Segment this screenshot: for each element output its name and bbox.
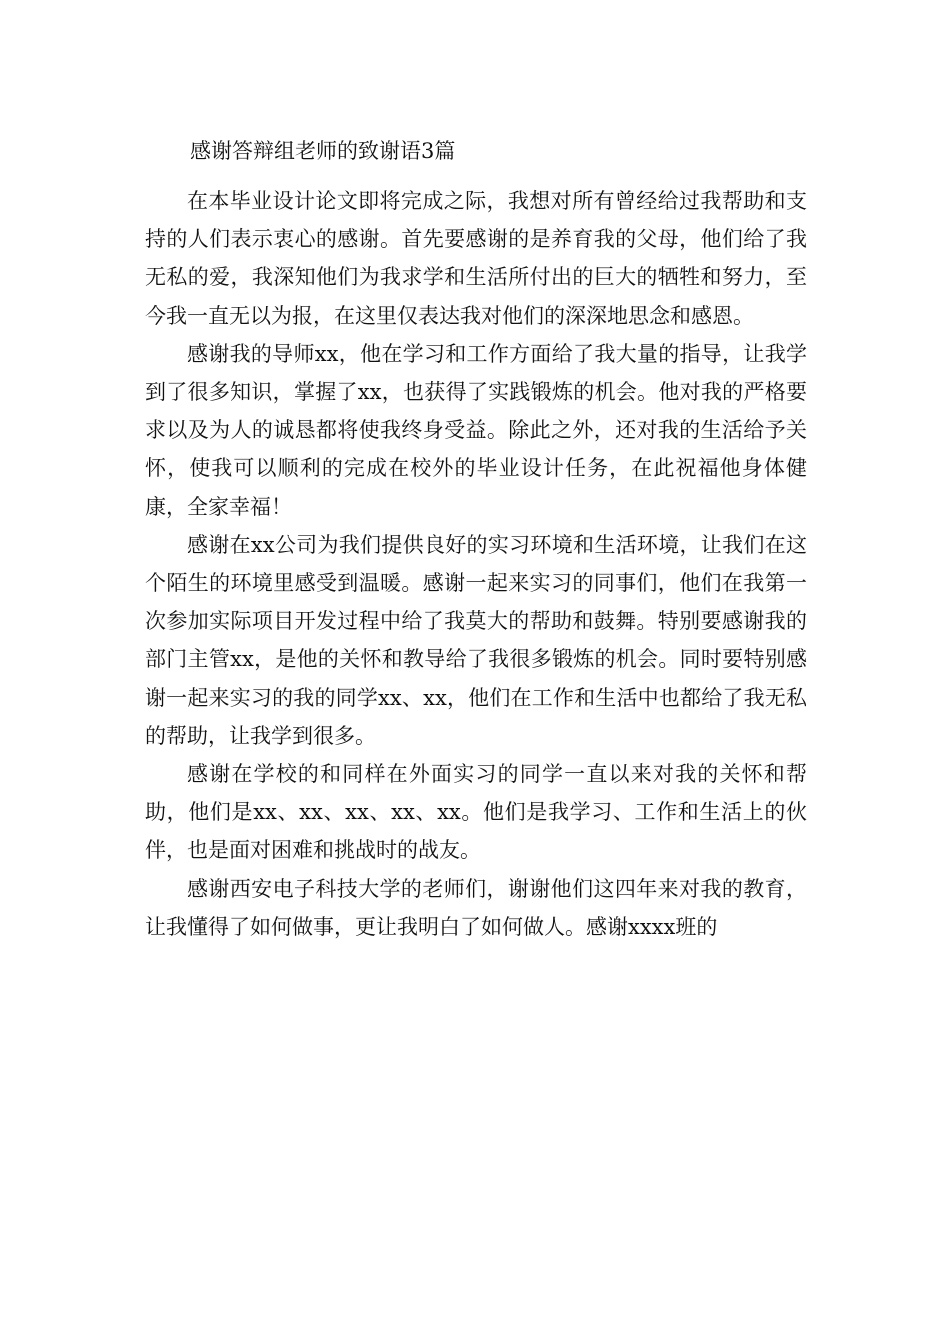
document-body xyxy=(145,182,807,946)
paragraph-company: 感谢在xx公司为我们提供良好的实习环境和生活环境，让我们在这个陌生的环境里感受到温暖。感谢一起来实习的同事们，他们在我第一次参加实际项目开发过程中给了我莫大的帮助和鼓舞。特别要感谢我的部门主管xx，是他的关怀和教导给了我很多锻炼的机会。同时要特别感谢一起来实习的我的同学xx、xx，他们在工作和生活中也都给了我无私的帮助，让我学到很多。 xyxy=(145,532,807,748)
paragraph-parents: 在本毕业设计论文即将完成之际，我想对所有曾经给过我帮助和支持的人们表示衷心的感谢。首先要感谢的是养育我的父母，他们给了我无私的爱，我深知他们为我求学和生活所付出的巨大的牺牲和努力，至今我一直无以为报，在这里仅表达我对他们的深深地思念和感恩。 xyxy=(145,189,807,328)
paragraph-advisor: 感谢我的导师xx，他在学习和工作方面给了我大量的指导，让我学到了很多知识，掌握了xx，也获得了实践锻炼的机会。他对我的严格要求以及为人的诚恳都将使我终身受益。除此之外，还对我的生活给予关怀，使我可以顺利的完成在校外的毕业设计任务，在此祝福他身体健康，全家幸福！ xyxy=(145,341,807,519)
paragraph-teachers: 感谢西安电子科技大学的老师们，谢谢他们这四年来对我的教育，让我懂得了如何做事，更让我明白了如何做人。感谢xxxx班的 xyxy=(145,876,807,939)
document-title: 感谢答辩组老师的致谢语3篇 xyxy=(190,139,456,163)
paragraph-classmates: 感谢在学校的和同样在外面实习的同学一直以来对我的关怀和帮助，他们是xx、xx、xx、xx、xx。他们是我学习、工作和生活上的伙伴，也是面对困难和挑战时的战友。 xyxy=(145,762,807,863)
